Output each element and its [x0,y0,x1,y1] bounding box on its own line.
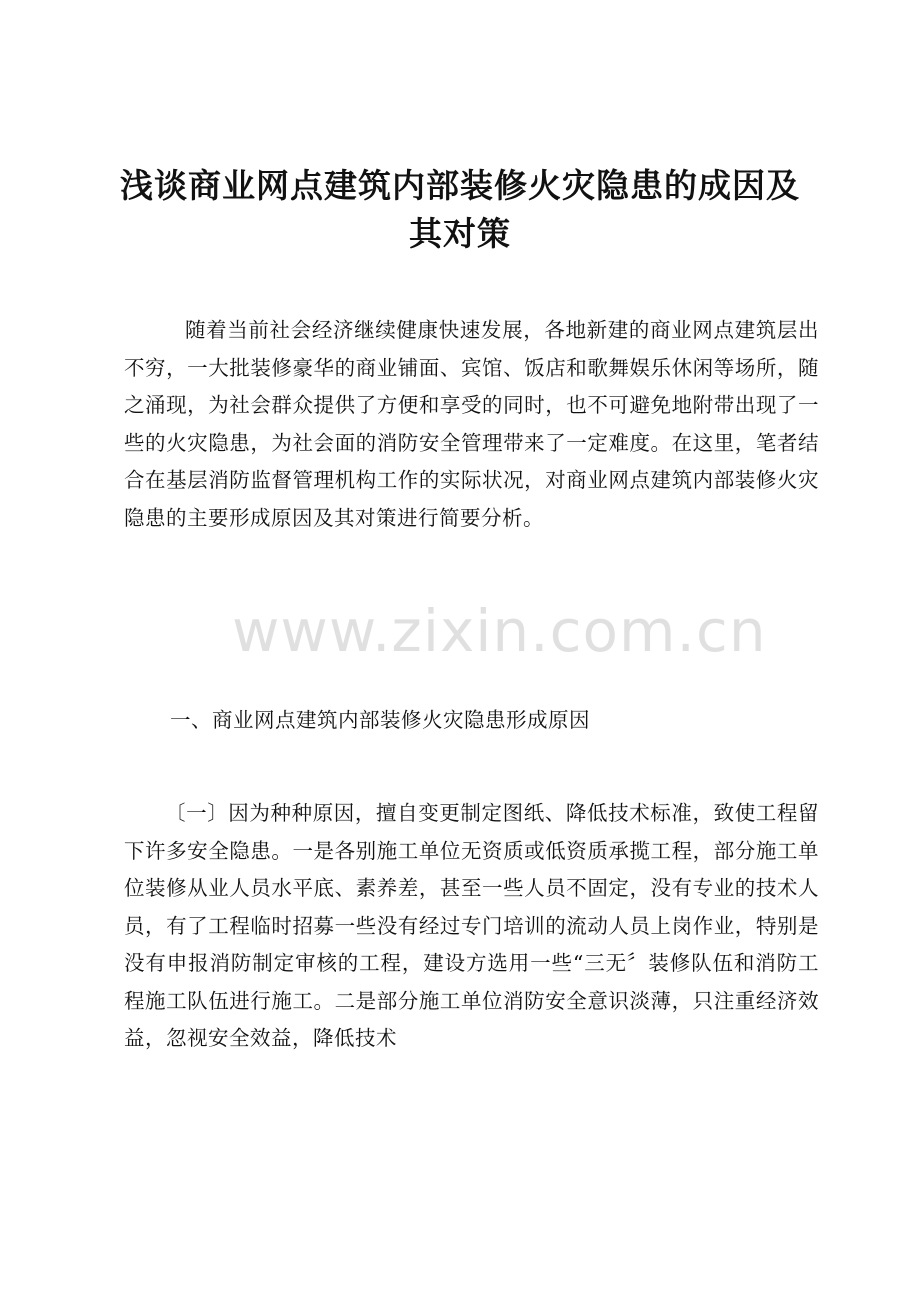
section-paragraph: 〔一〕因为种种原因，擅自变更制定图纸、降低技术标准，致使工程留下许多安全隐患。一是各别施工单位无资质或低资质承揽工程，部分施工单位装修从业人员水平底、素养差，甚至一些人员不固定，没有专业的技术人员，有了工程临时招募一些没有经过专门培训的流动人员上岗作业，特别是没有申报消防制定审核的工程，建设方选用一些“三无〞装修队伍和消防工程施工队伍进行施工。二是部分施工单位消防安全意识淡薄，只注重经济效益，忽视安全效益，降低技术 [124,801,819,1050]
section-heading: 一、商业网点建筑内部装修火灾隐患形成原因 [170,708,590,732]
watermark: www.zixin.com.cn [232,597,767,665]
intro-paragraph: 随着当前社会经济继续健康快速发展，各地新建的商业网点建筑层出不穷，一大批装修豪华的商业铺面、宾馆、饭店和歌舞娱乐休闲等场所，随之涌现，为社会群众提供了方便和享受的同时，也不可避免地附带出现了一些的火灾隐患，为社会面的消防安全管理带来了一定难度。在这里，笔者结合在基层消防监督管理机构工作的实际状况，对商业网点建筑内部装修火灾隐患的主要形成原因及其对策进行简要分析。 [124,318,819,530]
document-title: 浅谈商业网点建筑内部装修火灾隐患的成因及其对策 [120,166,800,253]
